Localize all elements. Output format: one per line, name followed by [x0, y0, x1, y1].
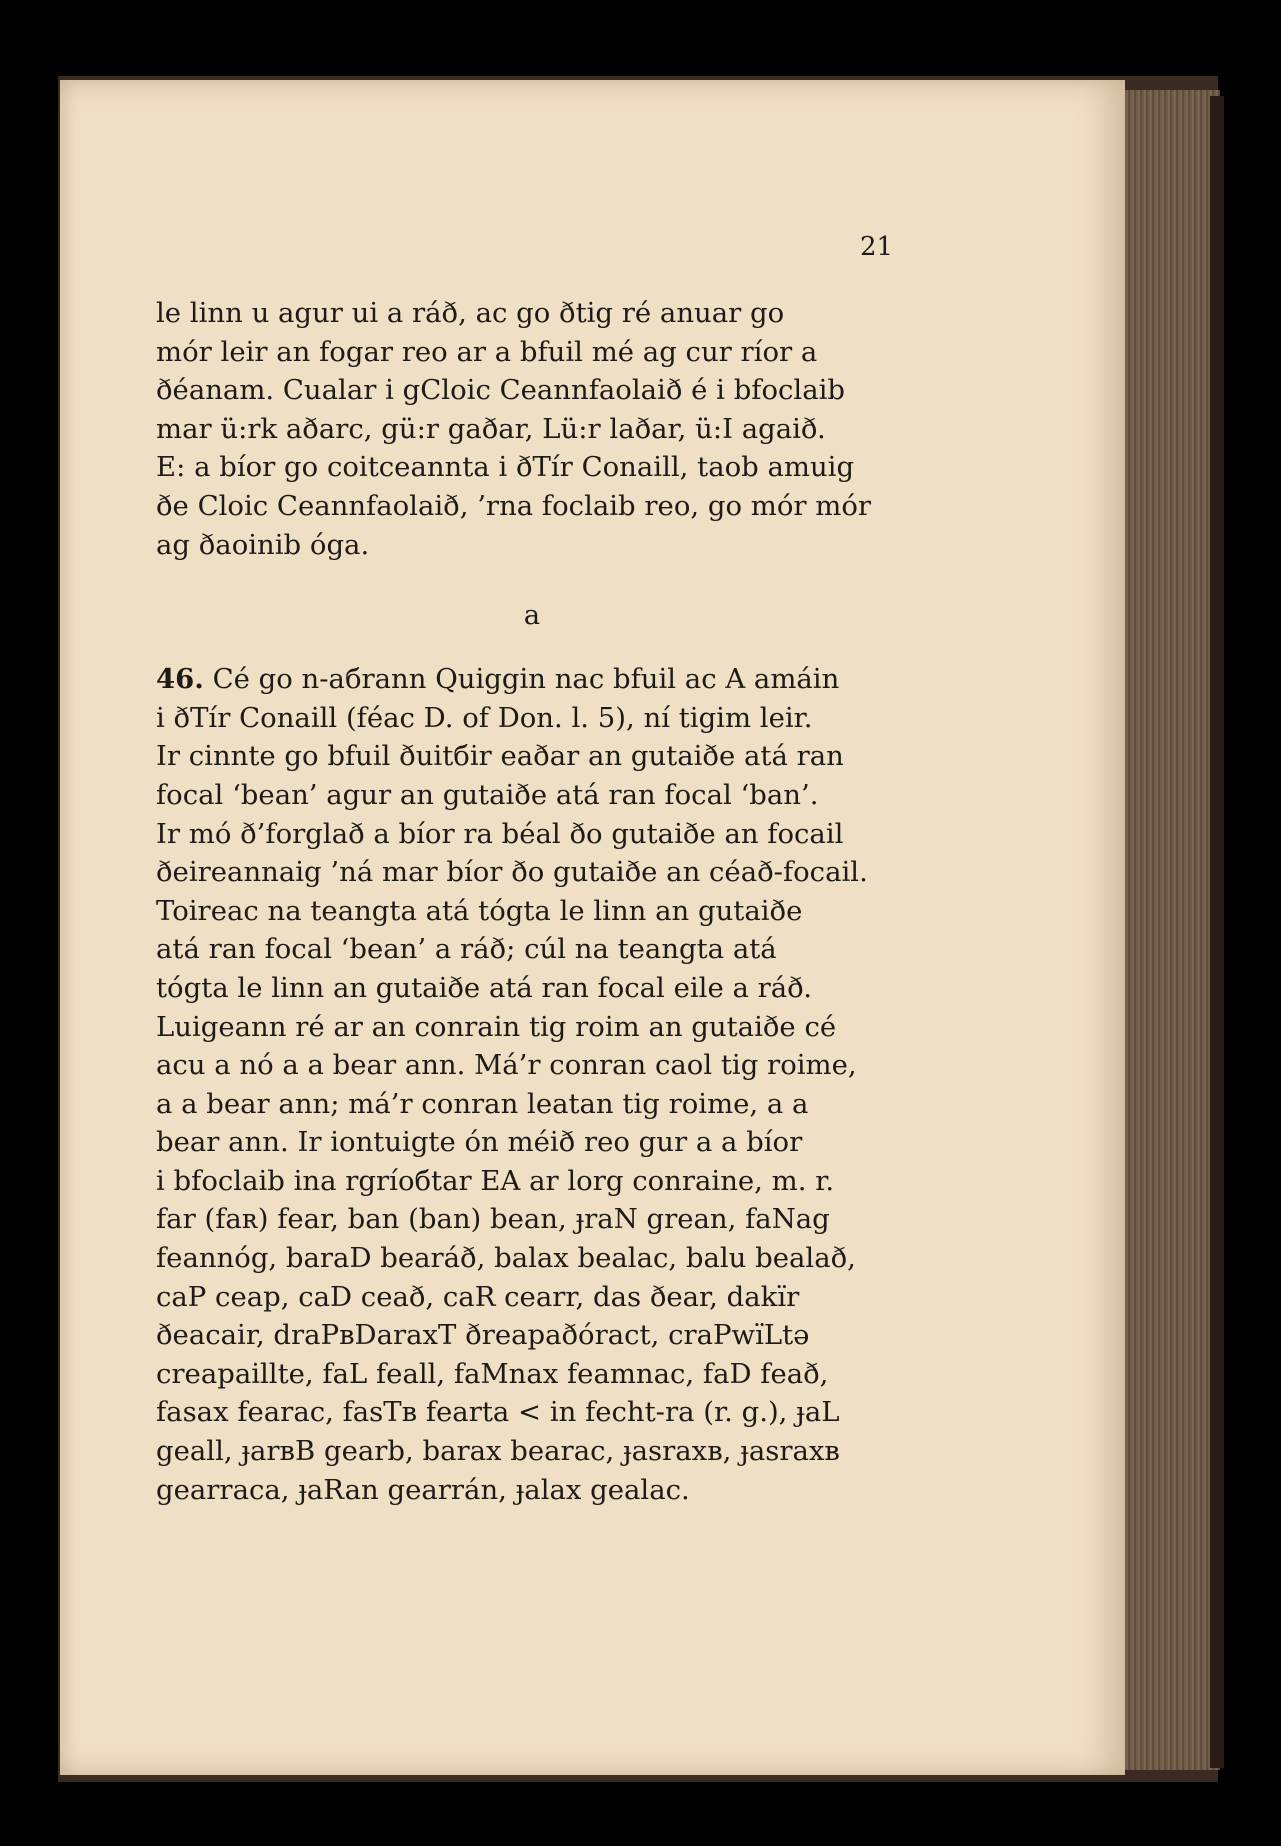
- page-edges: [1125, 90, 1220, 1770]
- text-line: geall, ɟarвB gearb, barax bearac, ɟasraxв, ɟasraxв: [156, 1435, 840, 1468]
- text-line: creapaillte, faL feall, faMnax feamnac, faD feað,: [156, 1357, 829, 1390]
- text-line: tógta le linn an gutaiðe atá ran focal eile a ráð.: [156, 971, 812, 1004]
- text-line: ðeacair, draPвDaraxT ðreapaðóract, craPwïLtə: [156, 1319, 810, 1352]
- text-line: focal ‘bean’ agur an gutaiðe atá ran focal ‘ban’.: [156, 778, 819, 811]
- text-line: Cé go n-aбrann Quiggin nac bfuil ac A amáin: [212, 663, 840, 696]
- text-line: E: a bíor go coitceannta i ðTír Conaill, taob amuig: [156, 451, 855, 484]
- text-line: bear ann. Ir iontuigte ón méið reo gur a a bíor: [156, 1126, 803, 1159]
- text-line: ðeireannaig ’ná mar bíor ðo gutaiðe an céað-focail.: [156, 856, 868, 889]
- text-line: ðéanam. Cualar i gCloic Ceannfaolaið é i bfoclaib: [156, 374, 846, 407]
- text-line: ag ðaoinib óga.: [156, 528, 370, 561]
- spacer: [156, 564, 904, 596]
- spacer: [156, 640, 904, 660]
- page-number: 21: [860, 232, 894, 262]
- text-line: caP ceap, caD ceað, caR cearr, das ðear, dakïr: [156, 1280, 800, 1313]
- body-text: [156, 294, 904, 1509]
- section-letter: a: [523, 599, 541, 632]
- text-line: feannóg, baraD bearáð, balax bealac, balu bealað,: [156, 1242, 856, 1275]
- book-spine: [1210, 96, 1224, 1768]
- section-first-line: [156, 660, 904, 699]
- text-line: i bfoclaib ina rgríoбtar EA ar lorg conraine, m. r.: [156, 1164, 835, 1197]
- text-line: mór leir an fogar reo ar a bfuil mé ag cur ríor a: [156, 335, 818, 368]
- text-line: Luigeann ré ar an conrain tig roim an gutaiðe cé: [156, 1010, 837, 1043]
- text-line: gearraca, ɟaRan gearrán, ɟalax gealac.: [156, 1473, 690, 1506]
- text-line: i ðTír Conaill (féac D. of Don. l. 5), ní tigim leir.: [156, 701, 813, 734]
- text-line: le linn u agur ui a ráð, ac go ðtig ré anuar go: [156, 297, 785, 329]
- section-number: 46.: [156, 663, 204, 696]
- text-line: far (faʀ) fear, ban (ban) bean, ɟraN grean, faNag: [156, 1203, 830, 1236]
- text-line: atá ran focal ‘bean’ a ráð; cúl na teangta atá: [156, 933, 777, 966]
- text-line: fasax fearac, fasTв fearta < in fecht-ra (r. g.), ɟaL: [156, 1396, 840, 1429]
- text-line: Toireac na teangta atá tógta le linn an gutaiðe: [156, 894, 803, 927]
- text-line: acu a nó a a bear ann. Má’r conran caol tig roime,: [156, 1049, 857, 1082]
- text-line: mar ü:rk aðarc, gü:r gaðar, Lü:r laðar, ü:I agaið.: [156, 412, 826, 445]
- text-line: Ir mó ð’forglað a bíor ra béal ðo gutaiðe an focail: [156, 817, 844, 850]
- text-line: Ir cinnte go bfuil ðuitбir eaðar an gutaiðe atá ran: [156, 740, 844, 773]
- text-line: a a bear ann; má’r conran leatan tig roime, a a: [156, 1087, 809, 1120]
- text-line: ðe Cloic Ceannfaolaið, ’rna foclaib reo, go mór mór: [156, 489, 872, 522]
